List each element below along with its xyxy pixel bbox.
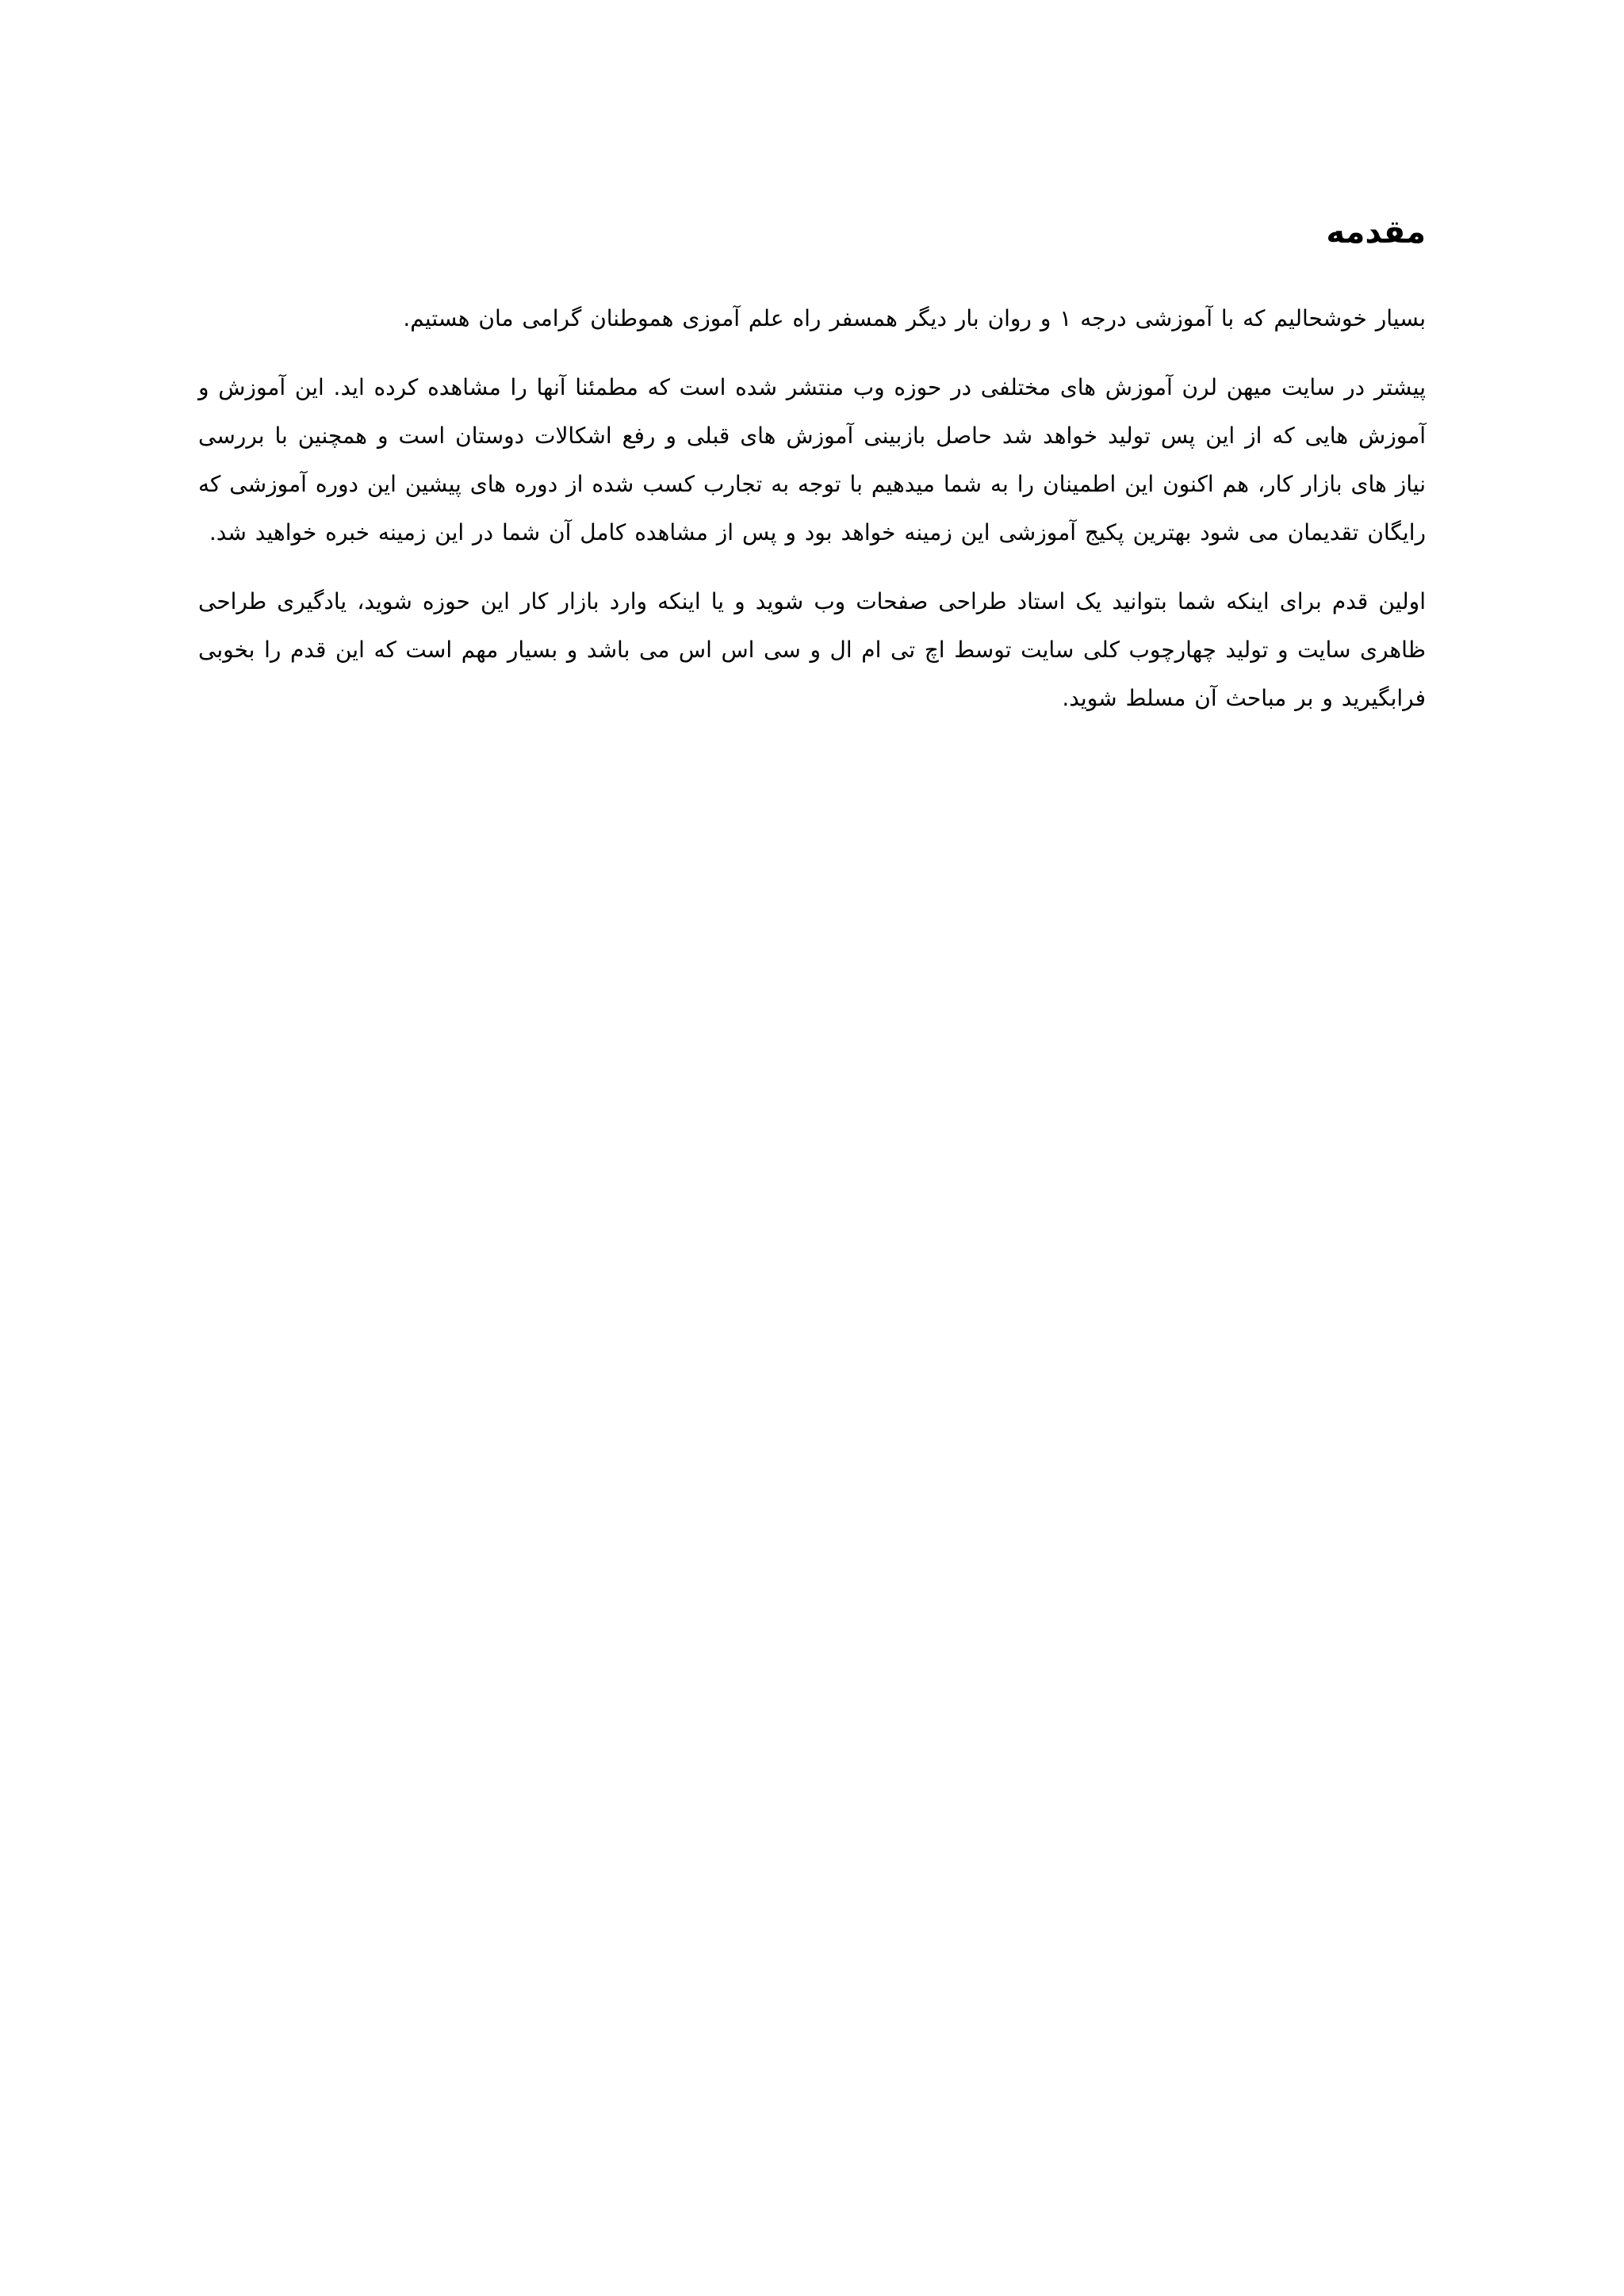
document-body: [198, 202, 1426, 743]
intro-paragraph: بسیار خوشحالیم که با آموزشی درجه ۱ و روان بار دیگر همسفر راه علم آموزی هموطنان گرامی مان هستیم.: [403, 305, 1426, 331]
background-paragraph: پیشتر در سایت میهن لرن آموزش های مختلفی در حوزه وب منتشر شده است که مطمئنا آنها را مشاهده کرده اید. این آموزش و آموزش هایی که از این پس تولید خواهد شد حاصل بازبینی آموزش های قبلی و رفع اشکالات دوستان است و همچنین با بررسی نیاز های بازار کار، هم اکنون این اطمینان را به شما میدهیم با توجه به تجارب کسب شده از دوره های پیشین این دوره آموزشی که رایگان تقدیمان می شود بهترین پکیج آموزشی این زمینه خواهد بود و پس از مشاهده کامل آن شما در این زمینه خبره خواهید شد.: [198, 374, 1426, 545]
first-step-paragraph: اولین قدم برای اینکه شما بتوانید یک استاد طراحی صفحات وب شوید و یا اینکه وارد بازار کار این حوزه شوید، یادگیری طراحی ظاهری سایت و تولید چهارچوب کلی سایت توسط اچ تی ام ال و سی اس اس می باشد و بسیار مهم است که این قدم را بخوبی فرابگیرید و بر مباحث آن مسلط شوید.: [198, 588, 1426, 711]
section-heading: مقدمه: [1326, 214, 1426, 251]
